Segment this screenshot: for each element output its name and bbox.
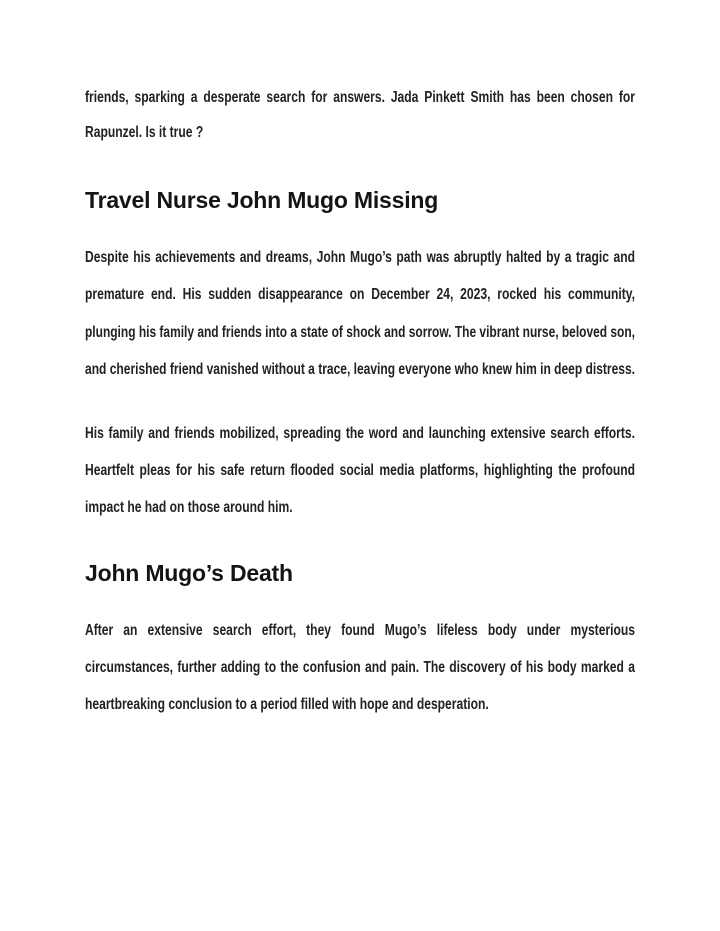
text-line: impact he had on those around him.: [85, 499, 293, 516]
text-line: friends, sparking a desperate search for answers. Jada Pinkett Smith has been chosen for: [85, 89, 635, 106]
text-line: and cherished friend vanished without a trace, leaving everyone who knew him in deep distress.: [85, 361, 635, 378]
section-heading-death: John Mugo’s Death: [85, 560, 293, 586]
text-line: circumstances, further adding to the confusion and pain. The discovery of his body marked a: [85, 659, 635, 676]
text-line: His family and friends mobilized, spreading the word and launching extensive search efforts.: [85, 425, 635, 442]
text-line: premature end. His sudden disappearance on December 24, 2023, rocked his community,: [85, 286, 635, 303]
text-line: Heartfelt pleas for his safe return flooded social media platforms, highlighting the profound: [85, 462, 635, 479]
text-line: heartbreaking conclusion to a period filled with hope and desperation.: [85, 696, 489, 713]
text-line: plunging his family and friends into a state of shock and sorrow. The vibrant nurse, beloved son,: [85, 324, 635, 341]
text-line: Despite his achievements and dreams, John Mugo’s path was abruptly halted by a tragic and: [85, 249, 635, 266]
section-heading-missing: Travel Nurse John Mugo Missing: [85, 187, 439, 213]
text-line: Rapunzel. Is it true ?: [85, 124, 204, 141]
text-line: After an extensive search effort, they found Mugo’s lifeless body under mysterious: [85, 622, 635, 639]
